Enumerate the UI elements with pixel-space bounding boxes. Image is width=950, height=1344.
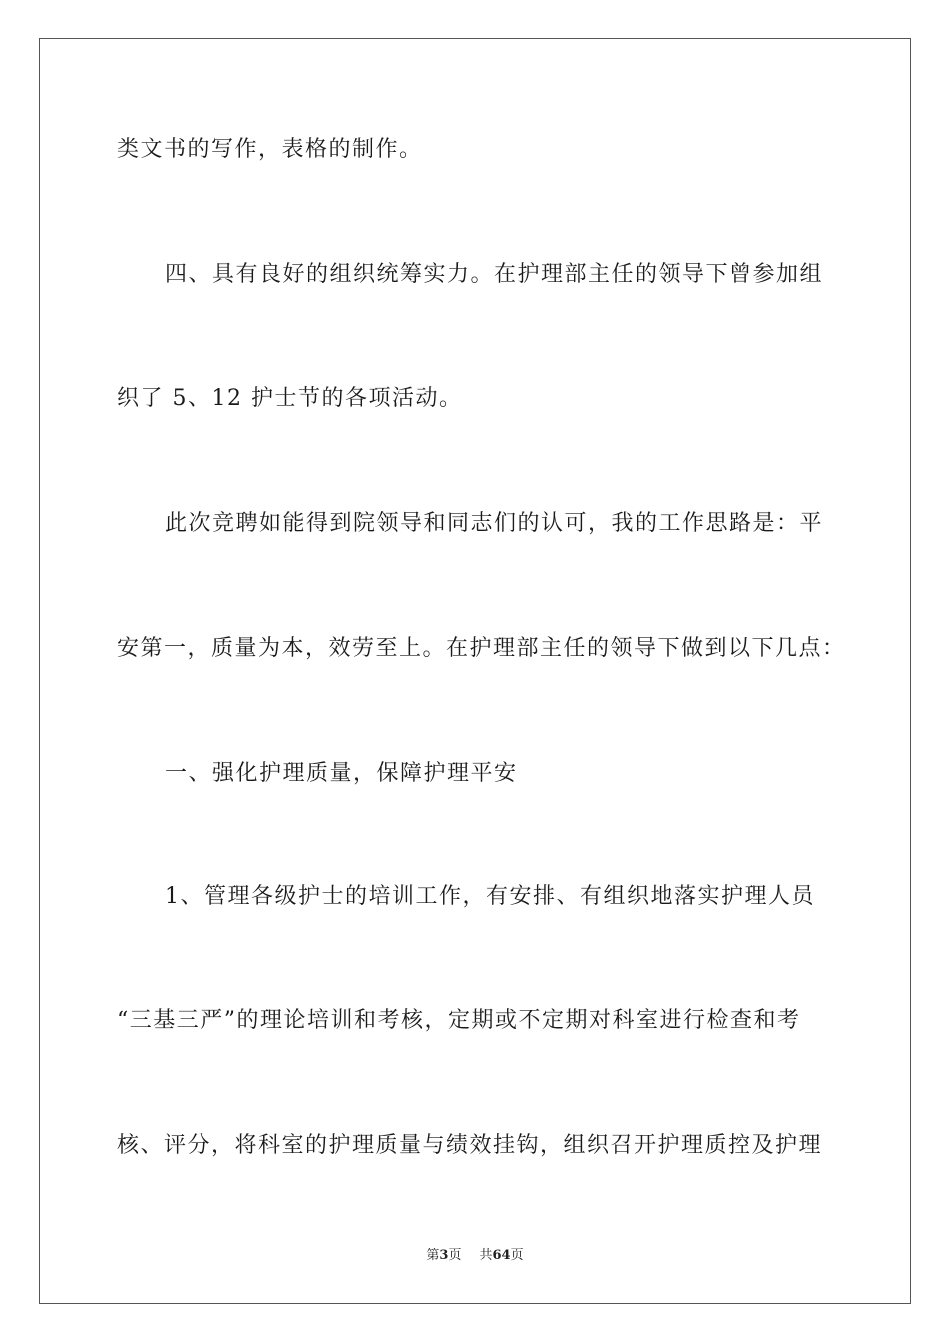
page-suffix: 页 — [448, 1248, 462, 1263]
page-prefix: 第 — [426, 1248, 440, 1263]
paragraph-line: 安第一，质量为本，效劳至上。在护理部主任的领导下做到以下几点： — [117, 636, 846, 661]
page-number: 3 — [439, 1248, 449, 1263]
paragraph-line: 类文书的写作，表格的制作。 — [117, 137, 423, 162]
paragraph-line: “三基三严”的理论培训和考核，定期或不定期对科室进行检查和考 — [117, 1008, 801, 1033]
paragraph-line: 1、管理各级护士的培训工作，有安排、有组织地落实护理人员 — [165, 884, 815, 909]
paragraph-line: 核、评分，将科室的护理质量与绩效挂钩，组织召开护理质控及护理 — [117, 1133, 823, 1158]
paragraph-line: 此次竞聘如能得到院领导和同志们的认可，我的工作思路是：平 — [165, 511, 824, 536]
paragraph-line: 四、具有良好的组织统筹实力。在护理部主任的领导下曾参加组 — [165, 262, 824, 287]
total-pages: 64 — [492, 1248, 511, 1263]
paragraph-line: 织了 5、12 护士节的各项活动。 — [117, 386, 463, 411]
page-border — [39, 38, 911, 1304]
section-heading: 一、强化护理质量，保障护理平安 — [165, 761, 518, 786]
total-suffix: 页 — [510, 1248, 524, 1263]
total-prefix: 共 — [479, 1248, 493, 1263]
page-footer — [0, 1247, 950, 1265]
